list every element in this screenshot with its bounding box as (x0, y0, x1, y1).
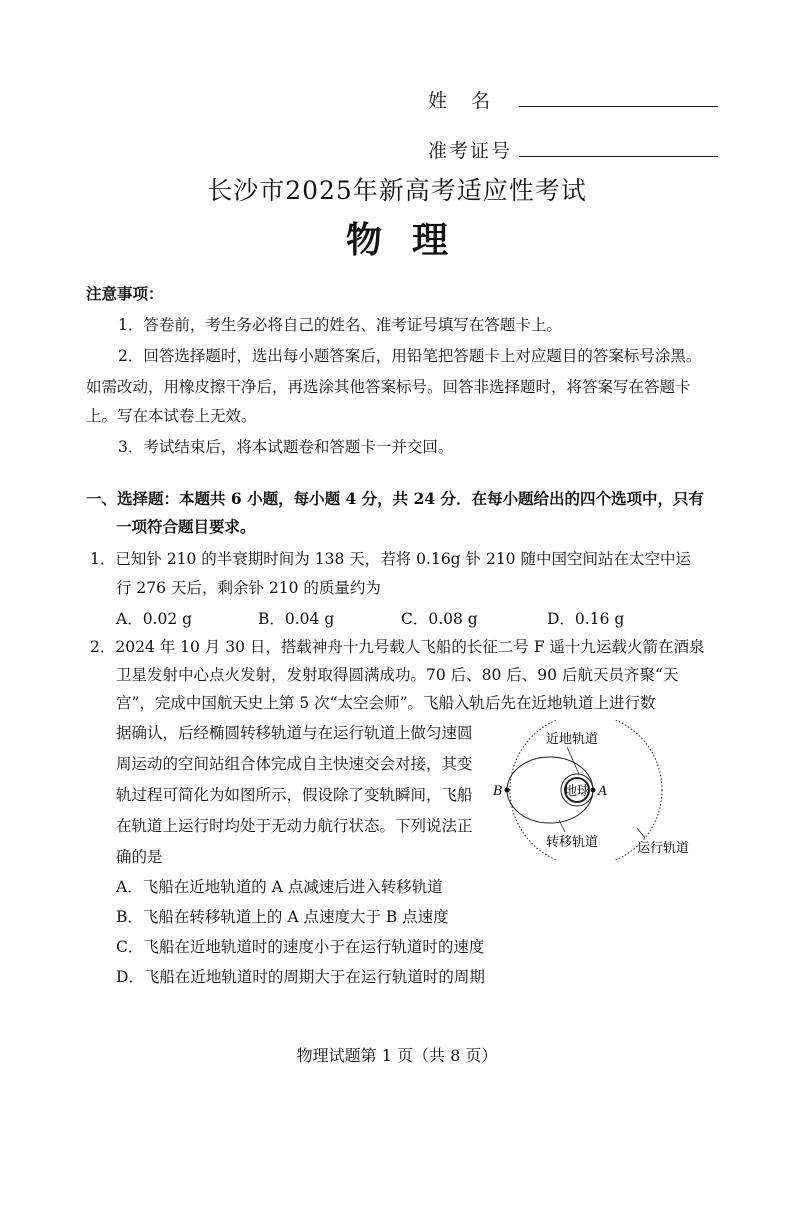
q1-option-a: A．0.02 g (116, 610, 193, 628)
notice-item-1: 1．答卷前，考生务必将自己的姓名、准考证号填写在答题卡上。 (118, 316, 562, 334)
q1-option-c: C．0.08 g (401, 610, 478, 628)
exam-title: 长沙市2025年新高考适应性考试 (207, 176, 587, 205)
q2-line-3: 宫”，完成中国航天史上第 5 次“太空会师”。飞船入轨后先在近地轨道上进行数 (116, 694, 656, 712)
notice-item-2-cont: 如需改动，用橡皮擦干净后，再选涂其他答案标号。回答非选择题时，将答案写在答题卡 (86, 378, 691, 396)
point-b-label: B (493, 784, 503, 799)
section-heading-cont: 一项符合题目要求。 (116, 517, 256, 536)
point-a (591, 788, 596, 793)
q2-line-2: 卫星发射中心点火发射，发射取得圆满成功。70 后、80 后、90 后航天员齐聚“天 (116, 666, 679, 684)
exam-id-label: 准考证号 (428, 140, 513, 162)
orbit-diagram (487, 720, 707, 860)
notice-heading: 注意事项： (86, 284, 164, 303)
page-footer: 物理试题第 1 页（共 8 页） (296, 1046, 498, 1065)
name-label: 姓 名 (428, 90, 491, 112)
section-heading: 一、选择题：本题共 6 小题，每小题 4 分，共 24 分．在每小题给出的四个选项中，只有 (86, 489, 705, 508)
name-field[interactable] (519, 106, 718, 107)
q2-option-a: A．飞船在近地轨道的 A 点减速后进入转移轨道 (116, 878, 443, 896)
q1-line-1: 1．已知钋 210 的半衰期时间为 138 天，若将 0.16g 钋 210 随中国空间站在太空中运 (90, 550, 691, 568)
q2-line-8: 确的是 (116, 848, 163, 866)
q2-option-b: B．飞船在转移轨道上的 A 点速度大于 B 点速度 (116, 908, 449, 926)
q1-option-b: B．0.04 g (258, 610, 335, 628)
subject-title: 物理 (345, 219, 478, 261)
earth-label: 地球 (563, 784, 591, 799)
point-b (505, 788, 510, 793)
q2-line-1: 2．2024 年 10 月 30 日，搭载神舟十九号载人飞船的长征二号 F 遥十九运载火箭在酒泉 (90, 638, 705, 656)
q2-line-4: 据确认，后经椭圆转移轨道与在运行轨道上做匀速圆 (116, 724, 473, 742)
operating-orbit-leader (637, 828, 645, 838)
near-orbit-label: 近地轨道 (546, 732, 599, 747)
q1-option-d: D．0.16 g (547, 610, 625, 628)
q1-line-2: 行 276 天后，剩余钋 210 的质量约为 (116, 579, 381, 597)
exam-id-field[interactable] (519, 156, 718, 157)
q2-line-6: 轨过程可简化为如图所示，假设除了变轨瞬间，飞船 (116, 786, 473, 804)
q2-option-d: D．飞船在近地轨道时的周期大于在运行轨道时的周期 (116, 968, 485, 986)
transfer-orbit-label: 转移轨道 (546, 835, 599, 850)
notice-item-3: 3．考试结束后，将本试题卷和答题卡一并交回。 (118, 438, 454, 456)
q2-option-c: C．飞船在近地轨道时的速度小于在运行轨道时的速度 (116, 938, 485, 956)
operating-orbit-label: 运行轨道 (637, 841, 690, 856)
notice-item-2-cont2: 上。写在本试卷上无效。 (86, 407, 257, 425)
notice-item-2: 2．回答选择题时，选出每小题答案后，用铅笔把答题卡上对应题目的答案标号涂黑。 (118, 347, 702, 365)
q2-line-5: 周运动的空间站组合体完成自主快速交会对接，其变 (116, 755, 473, 773)
point-a-label: A (598, 784, 608, 799)
q2-line-7: 在轨道上运行时均处于无动力航行状态。下列说法正 (116, 817, 473, 835)
